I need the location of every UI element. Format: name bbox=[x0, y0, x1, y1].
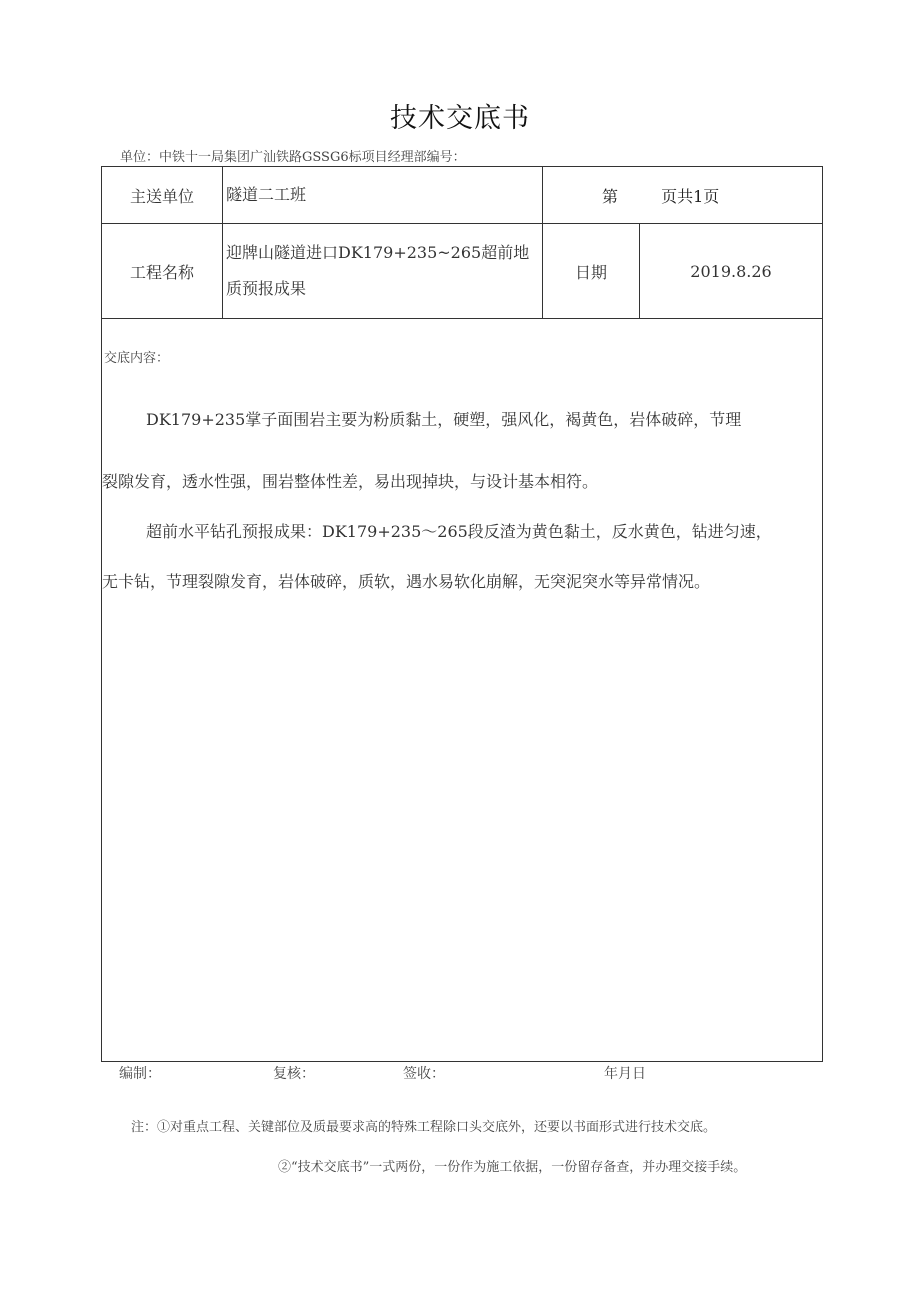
note-1: 注：①对重点工程、关键部位及质最要求高的特殊工程除口头交底外，还要以书面形式进行技术交底。 bbox=[131, 1120, 717, 1135]
content-paragraph-4: 无卡钻，节理裂隙发育，岩体破碎，质软，遇水易软化崩解，无突泥突水等异常情况。 bbox=[102, 572, 711, 591]
project-value: 迎牌山隧道进口DK179+235~265超前地质预报成果 bbox=[223, 224, 543, 319]
sender-label: 主送单位 bbox=[102, 167, 223, 224]
content-paragraph-1: DK179+235掌子面围岩主要为粉质黏土，硬塑，强风化，褐黄色，岩体破碎，节理 bbox=[146, 410, 742, 429]
content-row bbox=[102, 319, 823, 1062]
content-paragraph-3: 超前水平钻孔预报成果：DK179+235～265段反渣为黄色黏土，反水黄色，钻进匀速， bbox=[146, 522, 772, 541]
content-label: 交底内容： bbox=[104, 351, 170, 366]
page-cell bbox=[543, 167, 823, 224]
page-value: 页共1页 bbox=[661, 186, 720, 206]
disclosure-form-table bbox=[101, 166, 823, 1062]
date-value: 2019.8.26 bbox=[640, 224, 823, 319]
note-2: ②“技术交底书”一式两份，一份作为施工依据，一份留存备查，并办理交接手续。 bbox=[278, 1160, 747, 1175]
sender-value: 隧道二工班 bbox=[223, 167, 543, 224]
unit-line: 单位：中铁十一局集团广汕铁路GSSG6标项目经理部编号： bbox=[120, 150, 466, 165]
page-label: 第 bbox=[602, 186, 619, 206]
project-label: 工程名称 bbox=[102, 224, 223, 319]
sender-row bbox=[102, 167, 823, 224]
received-by-label: 签收： bbox=[403, 1066, 445, 1082]
content-paragraph-2: 裂隙发育，透水性强，围岩整体性差，易出现掉块，与设计基本相符。 bbox=[102, 472, 599, 491]
prepared-by-label: 编制： bbox=[119, 1066, 161, 1082]
reviewed-by-label: 复核： bbox=[273, 1066, 315, 1082]
date-label: 日期 bbox=[543, 224, 640, 319]
date-sign-label: 年月日 bbox=[604, 1066, 646, 1082]
content-cell bbox=[102, 319, 823, 1062]
project-row bbox=[102, 224, 823, 319]
document-title: 技术交底书 bbox=[390, 103, 530, 134]
